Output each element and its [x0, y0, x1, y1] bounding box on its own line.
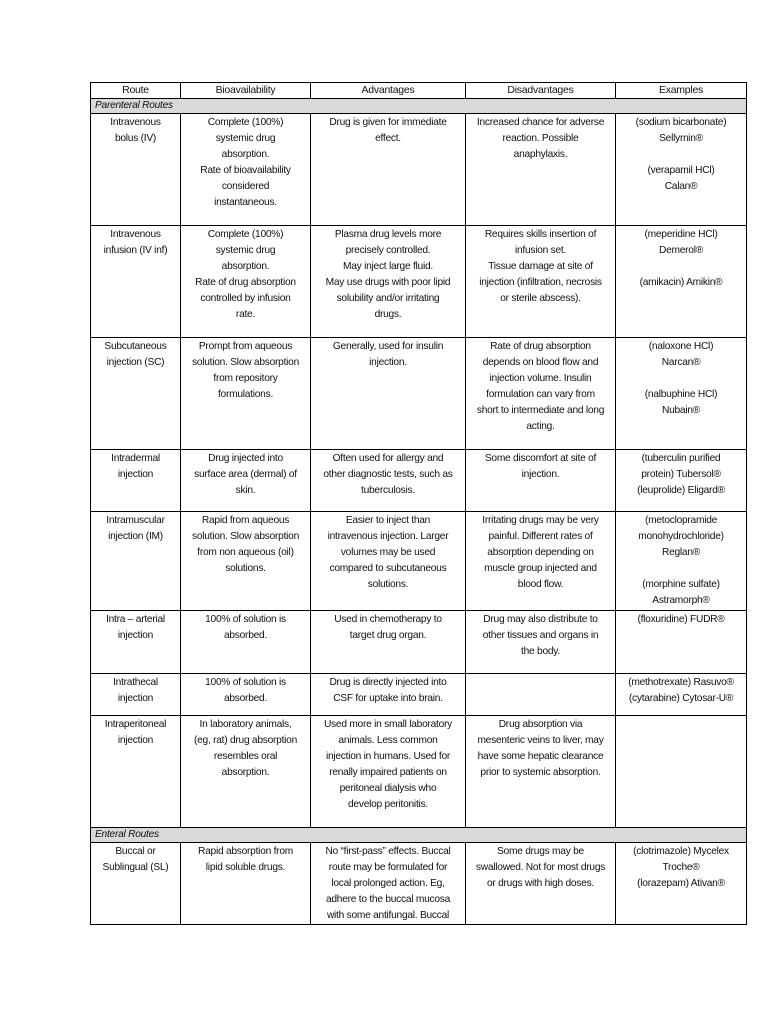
examples-cell: (tuberculin purified protein) Tubersol® (leuprolide) Eligard®: [616, 450, 747, 512]
bioavailability-cell: Rapid from aqueous solution. Slow absorption from non aqueous (oil) solutions.: [181, 512, 311, 611]
disadvantages-cell: Some discomfort at site of injection.: [466, 450, 616, 512]
advantages-cell: Drug is given for immediate effect.: [311, 114, 466, 226]
bioavailability-cell: In laboratory animals, (eg, rat) drug absorption resembles oral absorption.: [181, 716, 311, 828]
disadvantages-cell: Drug absorption via mesenteric veins to liver, may have some hepatic clearance prior to systemic absorption.: [466, 716, 616, 828]
disadvantages-cell: Rate of drug absorption depends on blood flow and injection volume. Insulin formulation can vary from short to intermediate and long acting.: [466, 338, 616, 450]
advantages-cell: Drug is directly injected into CSF for uptake into brain.: [311, 674, 466, 716]
route-cell: Intradermal injection: [91, 450, 181, 512]
header-examples: Examples: [616, 83, 747, 99]
disadvantages-cell: Requires skills insertion of infusion set. Tissue damage at site of injection (infiltration, necrosis or sterile abscess).: [466, 226, 616, 338]
table-row: [91, 674, 747, 716]
header-route: Route: [91, 83, 181, 99]
table-row: [91, 716, 747, 828]
bioavailability-cell: 100% of solution is absorbed.: [181, 674, 311, 716]
advantages-cell: Easier to inject than intravenous injection. Larger volumes may be used compared to subcutaneous solutions.: [311, 512, 466, 611]
disadvantages-cell: Some drugs may be swallowed. Not for most drugs or drugs with high doses.: [466, 843, 616, 925]
route-cell: Intramuscular injection (IM): [91, 512, 181, 611]
advantages-cell: Used in chemotherapy to target drug organ.: [311, 611, 466, 674]
examples-cell: (sodium bicarbonate) Sellymin® (verapamil HCl) Calan®: [616, 114, 747, 226]
section-row: [91, 828, 747, 843]
route-cell: Intravenous bolus (IV): [91, 114, 181, 226]
section-row: [91, 99, 747, 114]
disadvantages-cell: Irritating drugs may be very painful. Different rates of absorption depending on muscle group injected and blood flow.: [466, 512, 616, 611]
bioavailability-cell: Complete (100%) systemic drug absorption. Rate of drug absorption controlled by infusion rate.: [181, 226, 311, 338]
table-row: [91, 226, 747, 338]
bioavailability-cell: Prompt from aqueous solution. Slow absorption from repository formulations.: [181, 338, 311, 450]
table-row: [91, 450, 747, 512]
bioavailability-cell: Complete (100%) systemic drug absorption. Rate of bioavailability considered instantaneous.: [181, 114, 311, 226]
header-bioavailability: Bioavailability: [181, 83, 311, 99]
bioavailability-cell: 100% of solution is absorbed.: [181, 611, 311, 674]
route-cell: Subcutaneous injection (SC): [91, 338, 181, 450]
examples-cell: (meperidine HCl) Demerol® (amikacin) Amikin®: [616, 226, 747, 338]
section-title: Parenteral Routes: [91, 99, 747, 114]
route-cell: Intrathecal injection: [91, 674, 181, 716]
examples-cell: (metoclopramide monohydrochloride) Reglan® (morphine sulfate) Astramorph®: [616, 512, 747, 611]
examples-cell: (clotrimazole) Mycelex Troche® (lorazepam) Ativan®: [616, 843, 747, 925]
disadvantages-cell: Drug may also distribute to other tissues and organs in the body.: [466, 611, 616, 674]
advantages-cell: No “first-pass” effects. Buccal route may be formulated for local prolonged action. Eg, adhere to the buccal mucosa with some antifungal. Buccal: [311, 843, 466, 925]
route-cell: Intravenous infusion (IV inf): [91, 226, 181, 338]
drug-routes-table: [90, 82, 747, 925]
examples-cell: [616, 716, 747, 828]
disadvantages-cell: [466, 674, 616, 716]
header-disadvantages: Disadvantages: [466, 83, 616, 99]
advantages-cell: Often used for allergy and other diagnostic tests, such as tuberculosis.: [311, 450, 466, 512]
route-cell: Intraperitoneal injection: [91, 716, 181, 828]
table-row: [91, 512, 747, 611]
table-row: [91, 114, 747, 226]
advantages-cell: Used more in small laboratory animals. Less common injection in humans. Used for renally impaired patients on peritoneal dialysis who develop peritonitis.: [311, 716, 466, 828]
advantages-cell: Plasma drug levels more precisely controlled. May inject large fluid. May use drugs with poor lipid solubility and/or irritating drugs.: [311, 226, 466, 338]
bioavailability-cell: Drug injected into surface area (dermal) of skin.: [181, 450, 311, 512]
route-cell: Intra – arterial injection: [91, 611, 181, 674]
header-row: [91, 83, 747, 99]
section-title: Enteral Routes: [91, 828, 747, 843]
table-row: [91, 338, 747, 450]
route-cell: Buccal or Sublingual (SL): [91, 843, 181, 925]
table-row: [91, 611, 747, 674]
examples-cell: (methotrexate) Rasuvo® (cytarabine) Cytosar-U®: [616, 674, 747, 716]
advantages-cell: Generally, used for insulin injection.: [311, 338, 466, 450]
examples-cell: (floxuridine) FUDR®: [616, 611, 747, 674]
bioavailability-cell: Rapid absorption from lipid soluble drugs.: [181, 843, 311, 925]
disadvantages-cell: Increased chance for adverse reaction. Possible anaphylaxis.: [466, 114, 616, 226]
table-row: [91, 843, 747, 925]
examples-cell: (naloxone HCl) Narcan® (nalbuphine HCl) Nubain®: [616, 338, 747, 450]
header-advantages: Advantages: [311, 83, 466, 99]
